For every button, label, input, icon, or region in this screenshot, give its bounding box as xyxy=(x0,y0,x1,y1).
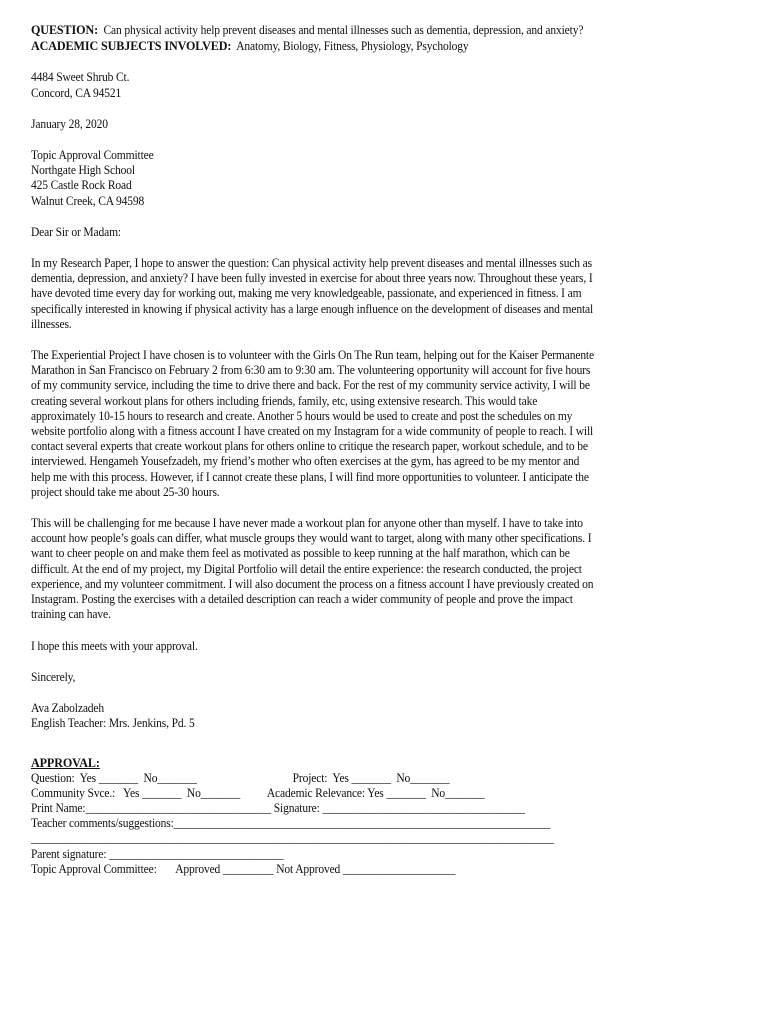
approval-heading: APPROVAL: xyxy=(31,755,100,771)
subjects-label: ACADEMIC SUBJECTS INVOLVED: xyxy=(31,38,232,54)
approval-service-relevance-line: Community Svce.: Yes _______ No_______ Academic Relevance: Yes _______ No_______ xyxy=(31,785,485,800)
question-line xyxy=(31,22,651,38)
signoff xyxy=(31,670,651,685)
approval-print-name-line: Print Name:_________________________________ Signature: ____________________________________ xyxy=(31,800,525,815)
header-block xyxy=(31,22,651,54)
paragraph-line: Marathon in San Francisco on February 2 from 6:30 am to 9:30 am. The volunteering opportunity will account for five hours xyxy=(31,363,591,378)
recipient-address-line: Walnut Creek, CA 94598 xyxy=(31,193,145,208)
sender-address-line: Concord, CA 94521 xyxy=(31,85,122,100)
question-text: Can physical activity help prevent diseases and mental illnesses such as dementia, depression, and anxiety? xyxy=(103,23,584,37)
paragraph-line: specifically interested in knowing if physical activity has a large enough influence on the development of diseases and mental xyxy=(31,301,594,316)
salutation xyxy=(31,225,651,240)
approval-section xyxy=(31,755,651,877)
sender-address-line: 4484 Sweet Shrub Ct. xyxy=(31,70,130,85)
question-label: QUESTION: xyxy=(31,22,99,37)
paragraph-line: dementia, depression, and anxiety? I have been fully invested in exercise for about three years now. Throughout these years, I xyxy=(31,271,593,286)
paragraph-line: creating several workout plans for others including friends, family, etc, using extensive research. This would take xyxy=(31,393,538,408)
salutation-text: Dear Sir or Madam: xyxy=(31,224,121,239)
paragraph-project xyxy=(31,348,651,500)
approval-committee-line: Topic Approval Committee: Approved _________ Not Approved ____________________ xyxy=(31,861,456,876)
signature-name: Ava Zabolzadeh xyxy=(31,700,105,715)
paragraph-research xyxy=(31,256,651,332)
letter-date xyxy=(31,117,651,132)
approval-teacher-comments-line: Teacher comments/suggestions:___________________________________________________________________ xyxy=(31,816,551,831)
closing-sentence-text: I hope this meets with your approval. xyxy=(31,638,198,653)
paragraph-line: approximately 10-15 hours to research and create. Another 5 hours would be used to create and post the schedules on my xyxy=(31,408,573,423)
date-text: January 28, 2020 xyxy=(31,116,108,131)
recipient-address-line: Topic Approval Committee xyxy=(31,148,154,163)
paragraph-line: interviewed. Hengameh Yousefzadeh, my friend’s mother who often exercises at the gym, has agreed to be my mentor and xyxy=(31,454,580,469)
paragraph-line: In my Research Paper, I hope to answer the question: Can physical activity help prevent diseases and mental illnesses such as xyxy=(31,256,592,271)
paragraph-line: website portfolio along with a fitness account I have created on my Instagram for a wide community of people to reach. I will xyxy=(31,424,594,439)
signature-teacher: English Teacher: Mrs. Jenkins, Pd. 5 xyxy=(31,716,195,731)
paragraph-line: The Experiential Project I have chosen is to volunteer with the Girls On The Run team, helping out for the Kaiser Permanente xyxy=(31,348,594,363)
sender-address xyxy=(31,70,651,100)
paragraph-line: account how people’s goals can differ, what muscle groups they would want to target, along with many other specifications. I xyxy=(31,531,592,546)
paragraph-line: difficult. At the end of my project, my Digital Portfolio will detail the entire experience: the research conducted, the project xyxy=(31,561,582,576)
paragraph-line: of my community service, including the time to drive there and back. For the rest of my community service activity, I will be xyxy=(31,378,590,393)
signoff-text: Sincerely, xyxy=(31,669,76,684)
recipient-address-line: Northgate High School xyxy=(31,163,135,178)
document-page xyxy=(31,22,651,877)
paragraph-line: have devoted time every day for working out, making me very knowledgeable, passionate, and experienced in fitness. I am xyxy=(31,286,582,301)
subjects-line xyxy=(31,38,651,54)
paragraph-line: This will be challenging for me because I have never made a workout plan for anyone other than myself. I have to take into xyxy=(31,516,583,531)
subjects-text: Anatomy, Biology, Fitness, Physiology, Psychology xyxy=(236,39,469,54)
paragraph-line: project should take me about 25-30 hours. xyxy=(31,484,220,499)
paragraph-line: illnesses. xyxy=(31,316,72,331)
recipient-address-line: 425 Castle Rock Road xyxy=(31,178,132,193)
signature-block xyxy=(31,701,651,731)
paragraph-line: Instagram. Posting the exercises with a detailed description can reach a wider community of people and prove the impact xyxy=(31,592,573,607)
paragraph-line: experience, and my volunteer commitment. I will also document the process on a fitness account I have previously created on xyxy=(31,576,594,591)
recipient-address xyxy=(31,148,651,209)
paragraph-line: help me with this process. However, if I cannot create these plans, I will find more opportunities to volunteer. I anticipate the xyxy=(31,469,589,484)
document-body xyxy=(31,22,651,877)
closing-sentence xyxy=(31,639,651,654)
approval-question-project-line: Question: Yes _______ No_______ Project: Yes _______ No_______ xyxy=(31,770,450,785)
paragraph-line: training can have. xyxy=(31,607,111,622)
paragraph-line: want to cheer people on and make them feel as motivated as possible to keep running at the half marathon, which can be xyxy=(31,546,570,561)
paragraph-challenge xyxy=(31,516,651,622)
approval-parent-signature-line: Parent signature: _______________________________ xyxy=(31,846,284,861)
paragraph-line: contact several experts that create workout plans for others online to critique the research paper, workout schedule, and to be xyxy=(31,439,588,454)
approval-comments-blank-line: _____________________________________________________________________________________________ xyxy=(31,831,554,846)
